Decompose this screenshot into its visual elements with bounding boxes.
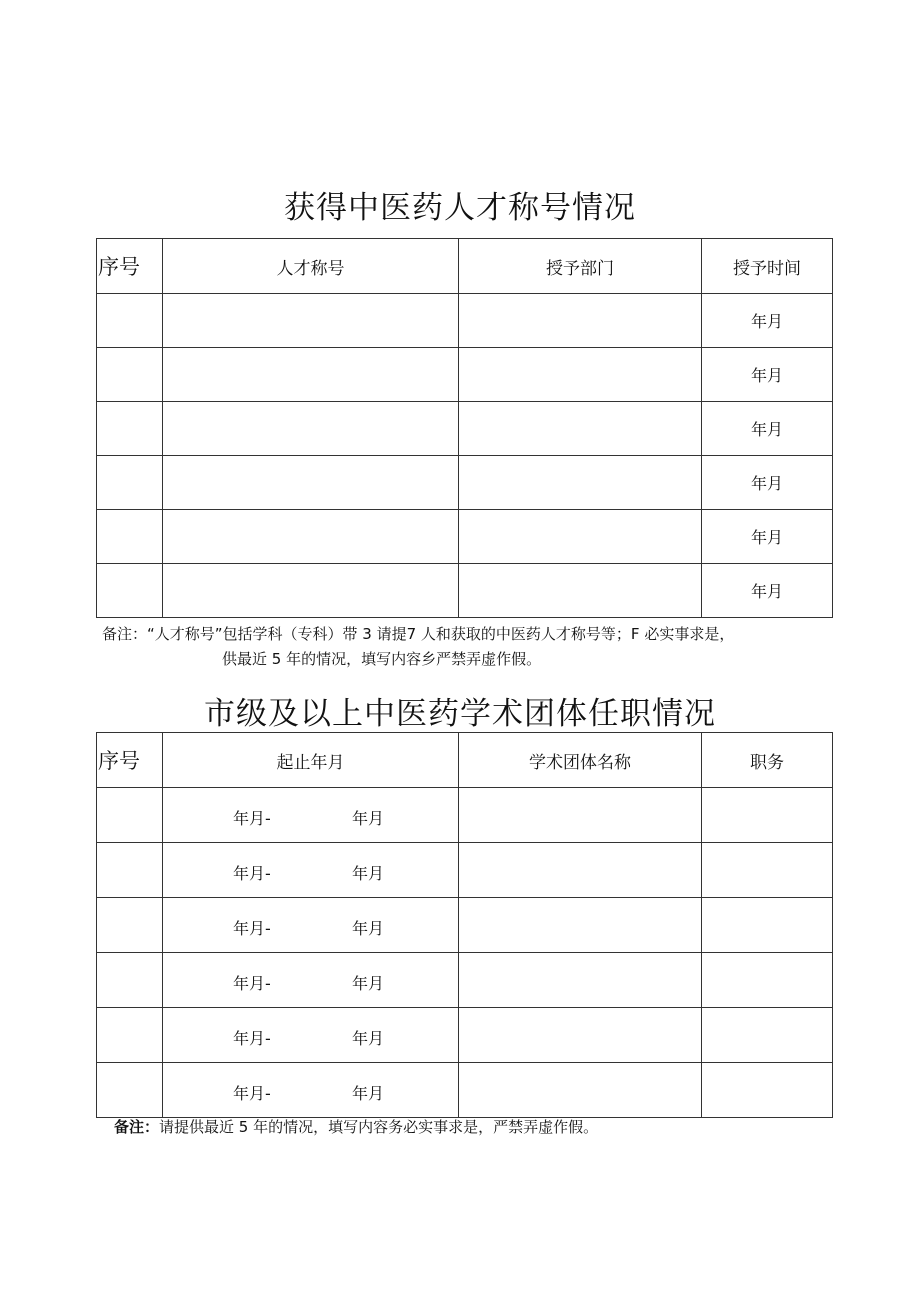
range-start: 年月-	[233, 864, 271, 883]
position-cell[interactable]	[702, 1008, 833, 1063]
seq-cell[interactable]	[97, 898, 163, 953]
table-row	[97, 294, 833, 348]
table-row	[97, 1008, 833, 1063]
position-cell[interactable]	[702, 788, 833, 843]
table-row	[97, 843, 833, 898]
org-name-cell[interactable]	[459, 843, 702, 898]
seq-cell[interactable]	[97, 953, 163, 1008]
date-range-cell[interactable]	[163, 788, 459, 843]
table-row	[97, 788, 833, 843]
position-cell[interactable]	[702, 1063, 833, 1118]
header-seq: 序号	[97, 733, 163, 788]
talent-title-cell[interactable]	[163, 456, 459, 510]
header-seq: 序号	[97, 239, 163, 294]
academic-position-table	[96, 732, 833, 1118]
org-name-cell[interactable]	[459, 1008, 702, 1063]
header-org-name: 学术团体名称	[459, 733, 702, 788]
grant-time-cell[interactable]: 年月	[702, 294, 833, 348]
table-row	[97, 1063, 833, 1118]
dept-cell[interactable]	[459, 456, 702, 510]
dept-cell[interactable]	[459, 402, 702, 456]
seq-cell[interactable]	[97, 348, 163, 402]
range-start: 年月-	[233, 1084, 271, 1103]
section1-title: 获得中医药人才称号情况	[284, 190, 636, 226]
date-range-cell[interactable]	[163, 1008, 459, 1063]
talent-title-cell[interactable]	[163, 564, 459, 618]
position-cell[interactable]	[702, 953, 833, 1008]
range-start: 年月-	[233, 809, 271, 828]
range-end: 年月	[352, 809, 385, 828]
grant-time-cell[interactable]: 年月	[702, 564, 833, 618]
dept-cell[interactable]	[459, 294, 702, 348]
position-cell[interactable]	[702, 898, 833, 953]
dept-cell[interactable]	[459, 564, 702, 618]
date-range-cell[interactable]	[163, 953, 459, 1008]
section2-note	[114, 1116, 598, 1137]
header-start-end-date: 起止年月	[163, 733, 459, 788]
range-end: 年月	[352, 919, 385, 938]
position-cell[interactable]	[702, 843, 833, 898]
seq-cell[interactable]	[97, 1008, 163, 1063]
seq-cell[interactable]	[97, 294, 163, 348]
header-granting-dept: 授予部门	[459, 239, 702, 294]
range-end: 年月	[352, 864, 385, 883]
header-position: 职务	[702, 733, 833, 788]
table-row	[97, 402, 833, 456]
org-name-cell[interactable]	[459, 788, 702, 843]
date-range-cell[interactable]	[163, 898, 459, 953]
range-start: 年月-	[233, 974, 271, 993]
seq-cell[interactable]	[97, 456, 163, 510]
date-range-cell[interactable]	[163, 843, 459, 898]
grant-time-cell[interactable]: 年月	[702, 402, 833, 456]
header-talent-title: 人才称号	[163, 239, 459, 294]
header-grant-time: 授予时间	[702, 239, 833, 294]
table-row	[97, 898, 833, 953]
seq-cell[interactable]	[97, 843, 163, 898]
seq-cell[interactable]	[97, 402, 163, 456]
seq-cell[interactable]	[97, 1063, 163, 1118]
org-name-cell[interactable]	[459, 953, 702, 1008]
range-start: 年月-	[233, 1029, 271, 1048]
talent-title-cell[interactable]	[163, 348, 459, 402]
grant-time-cell[interactable]: 年月	[702, 456, 833, 510]
talent-title-cell[interactable]	[163, 294, 459, 348]
section1-note-line1: 备注：“人才称号”包括学科（专科）带 3 请提7 人和获取的中医药人才称号等；F 必实事求是，	[102, 625, 735, 643]
range-end: 年月	[352, 1029, 385, 1048]
table-row	[97, 564, 833, 618]
grant-time-cell[interactable]: 年月	[702, 348, 833, 402]
seq-cell[interactable]	[97, 564, 163, 618]
section1-note-line2: 供最近 5 年的情况，填写内容乡严禁弄虚作假。	[222, 650, 542, 668]
note-text: 请提供最近 5 年的情况，填写内容务必实事求是，严禁弄虚作假。	[159, 1118, 599, 1136]
date-range-cell[interactable]	[163, 1063, 459, 1118]
table-row	[97, 456, 833, 510]
dept-cell[interactable]	[459, 510, 702, 564]
table-row	[97, 348, 833, 402]
range-start: 年月-	[233, 919, 271, 938]
table-row	[97, 510, 833, 564]
table-header-row	[97, 733, 833, 788]
range-end: 年月	[352, 974, 385, 993]
section2-title: 市级及以上中医药学术团体任职情况	[204, 696, 716, 732]
range-end: 年月	[352, 1084, 385, 1103]
org-name-cell[interactable]	[459, 898, 702, 953]
seq-cell[interactable]	[97, 788, 163, 843]
dept-cell[interactable]	[459, 348, 702, 402]
talent-title-cell[interactable]	[163, 402, 459, 456]
grant-time-cell[interactable]: 年月	[702, 510, 833, 564]
table-row	[97, 953, 833, 1008]
talent-title-table	[96, 238, 833, 618]
talent-title-cell[interactable]	[163, 510, 459, 564]
org-name-cell[interactable]	[459, 1063, 702, 1118]
note-label: 备注：	[114, 1118, 160, 1136]
table-header-row	[97, 239, 833, 294]
seq-cell[interactable]	[97, 510, 163, 564]
